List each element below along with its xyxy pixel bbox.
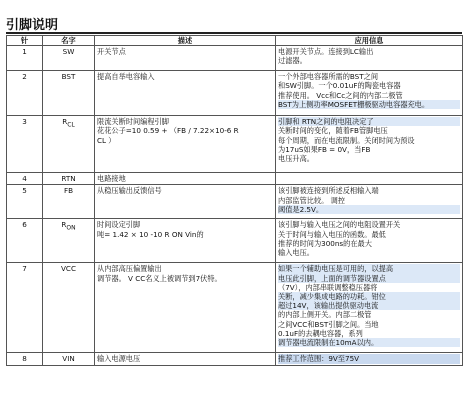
table-row [7,46,463,71]
pin-description: 输入电源电压 [95,353,276,365]
table-row [7,353,463,365]
pin-name: FB [43,185,95,219]
pin-application: 推荐工作范围：9V至75V [276,353,463,365]
pin-description: 从稳压输出反馈信号 [95,185,276,219]
pin-name: BST [43,71,95,116]
pin-name: $R_{ON}$ [43,219,95,263]
pin-application: 引脚和 RTN之间的电阻决定了 关断时间的变化，随着FB管脚电压 每个周期，而在电流限制。关闭时间为预设 为17uS如果FB = 0V，当FB 电压升高。 [276,116,463,173]
pin-name: SW [43,46,95,71]
pin-table [6,35,463,366]
header-name: 名字 [43,36,95,46]
pin-application: 如果一个辅助电压是可用的，以提高 电压此引脚，上面的调节器设置点 （7V），内部串联调整稳压器将 关断，减少集成电路的功耗。钳位 超过14V，该输出提供驱动电流 的内部上侧开关。内部二极管 之间VCC和BST引脚之间。当地 0.1uF的去耦电容器，系列 调节器电流限制在10mA以内。 [276,263,463,353]
pin-number: 3 [7,116,43,173]
pin-application: 一个外部电容器所需的BST之间 和SW引脚。一个0.01uF的陶瓷电容器 推荐使用。 Vcc和Cc之间的内部二极管 BST为上侧功率MOSFET栅极驱动电容器充电。 [276,71,463,116]
table-header-row [7,36,463,46]
table-row [7,219,463,263]
pin-number: 4 [7,173,43,185]
pin-application: 该引脚与输入电压之间的电阻设置开关 关于时间与输入电压的函数。最低 推荐的时间为300ns的在最大 输入电压。 [276,219,463,263]
pin-number: 7 [7,263,43,353]
table-row [7,116,463,173]
pin-name: VCC [43,263,95,353]
table-row [7,185,463,219]
pin-application [276,173,463,185]
pin-description: 时间设定引脚 吨= 1.42 × 10 -10 R ON Vin的 [95,219,276,263]
section-title: 引脚说明 [6,18,59,33]
table-row [7,173,463,185]
pin-number: 1 [7,46,43,71]
pin-application: 电源开关节点。连接到LC输出 过滤器。 [276,46,463,71]
pin-number: 8 [7,353,43,365]
pin-application: 该引脚被连接到所述反相输入端 内部监管比较。 调控 阈值是2.5V。 [276,185,463,219]
pin-description: 限流关断时间编程引脚 花花公子=10 0.59 + （FB / 7.22×10-6 R CL ） [95,116,276,173]
pin-description: 从内部高压偏置输出 调节器。 V CC名义上被调节到7伏特。 [95,263,276,353]
pin-name: VIN [43,353,95,365]
pin-name: $R_{CL}$ [43,116,95,173]
pin-description: 提高自举电容输入 [95,71,276,116]
table-row [7,263,463,353]
pin-name: RTN [43,173,95,185]
pin-number: 2 [7,71,43,116]
header-pin: 针 [7,36,43,46]
pin-number: 5 [7,185,43,219]
pin-description: 电路接地 [95,173,276,185]
pin-number: 6 [7,219,43,263]
header-application: 应用信息 [276,36,463,46]
pin-description: 开关节点 [95,46,276,71]
title-divider [6,32,462,34]
table-row [7,71,463,116]
header-description: 描述 [95,36,276,46]
